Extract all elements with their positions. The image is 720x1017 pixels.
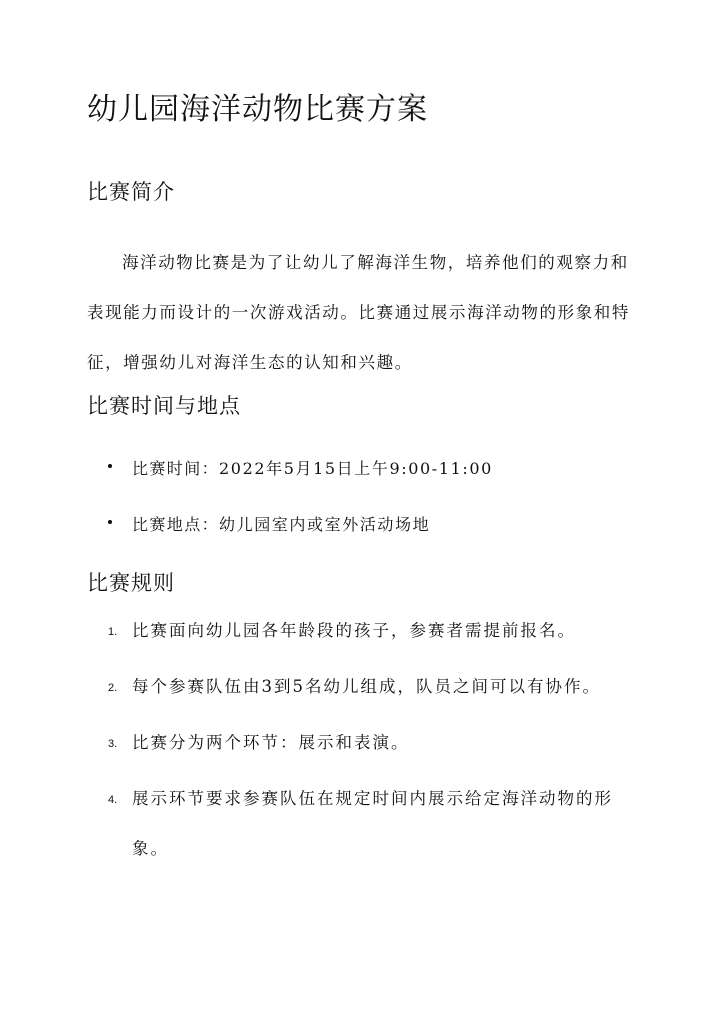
rule-text: 比赛分为两个环节：展示和表演。 — [132, 733, 410, 752]
bullet-text — [132, 456, 493, 479]
bullet-dot — [108, 520, 112, 524]
rule-text: 每个参赛队伍由3到5名幼儿组成，队员之间可以有协作。 — [132, 677, 601, 696]
section-heading-time-place: 比赛时间与地点 — [87, 394, 241, 418]
rule-text: 比赛面向幼儿园各年龄段的孩子，参赛者需提前报名。 — [132, 621, 576, 640]
bullet-value-place: 幼儿园室内或室外活动场地 — [219, 515, 431, 534]
bullet-label-place: 比赛地点： — [132, 515, 220, 534]
rule-number: 2. — [108, 682, 118, 694]
rule-number: 1. — [108, 626, 118, 638]
bullet-text — [132, 512, 430, 535]
intro-paragraph: 海洋动物比赛是为了让幼儿了解海洋生物，培养他们的观察力和表现能力而设计的一次游戏活动。比赛通过展示海洋动物的形象和特征，增强幼儿对海洋生态的认知和兴趣。 — [87, 253, 630, 372]
section-heading-intro: 比赛简介 — [87, 180, 175, 204]
rule-text: 展示环节要求参赛队伍在规定时间内展示给定海洋动物的形象。 — [132, 789, 613, 858]
section-heading-rules: 比赛规则 — [87, 571, 175, 595]
bullet-value-time: 2022年5月15日上午9:00-11:00 — [219, 459, 493, 478]
rule-number: 4. — [108, 794, 118, 806]
document-title: 幼儿园海洋动物比赛方案 — [87, 92, 428, 127]
rule-number: 3. — [108, 738, 118, 750]
bullet-dot — [108, 464, 112, 468]
bullet-label-time: 比赛时间： — [132, 459, 220, 478]
